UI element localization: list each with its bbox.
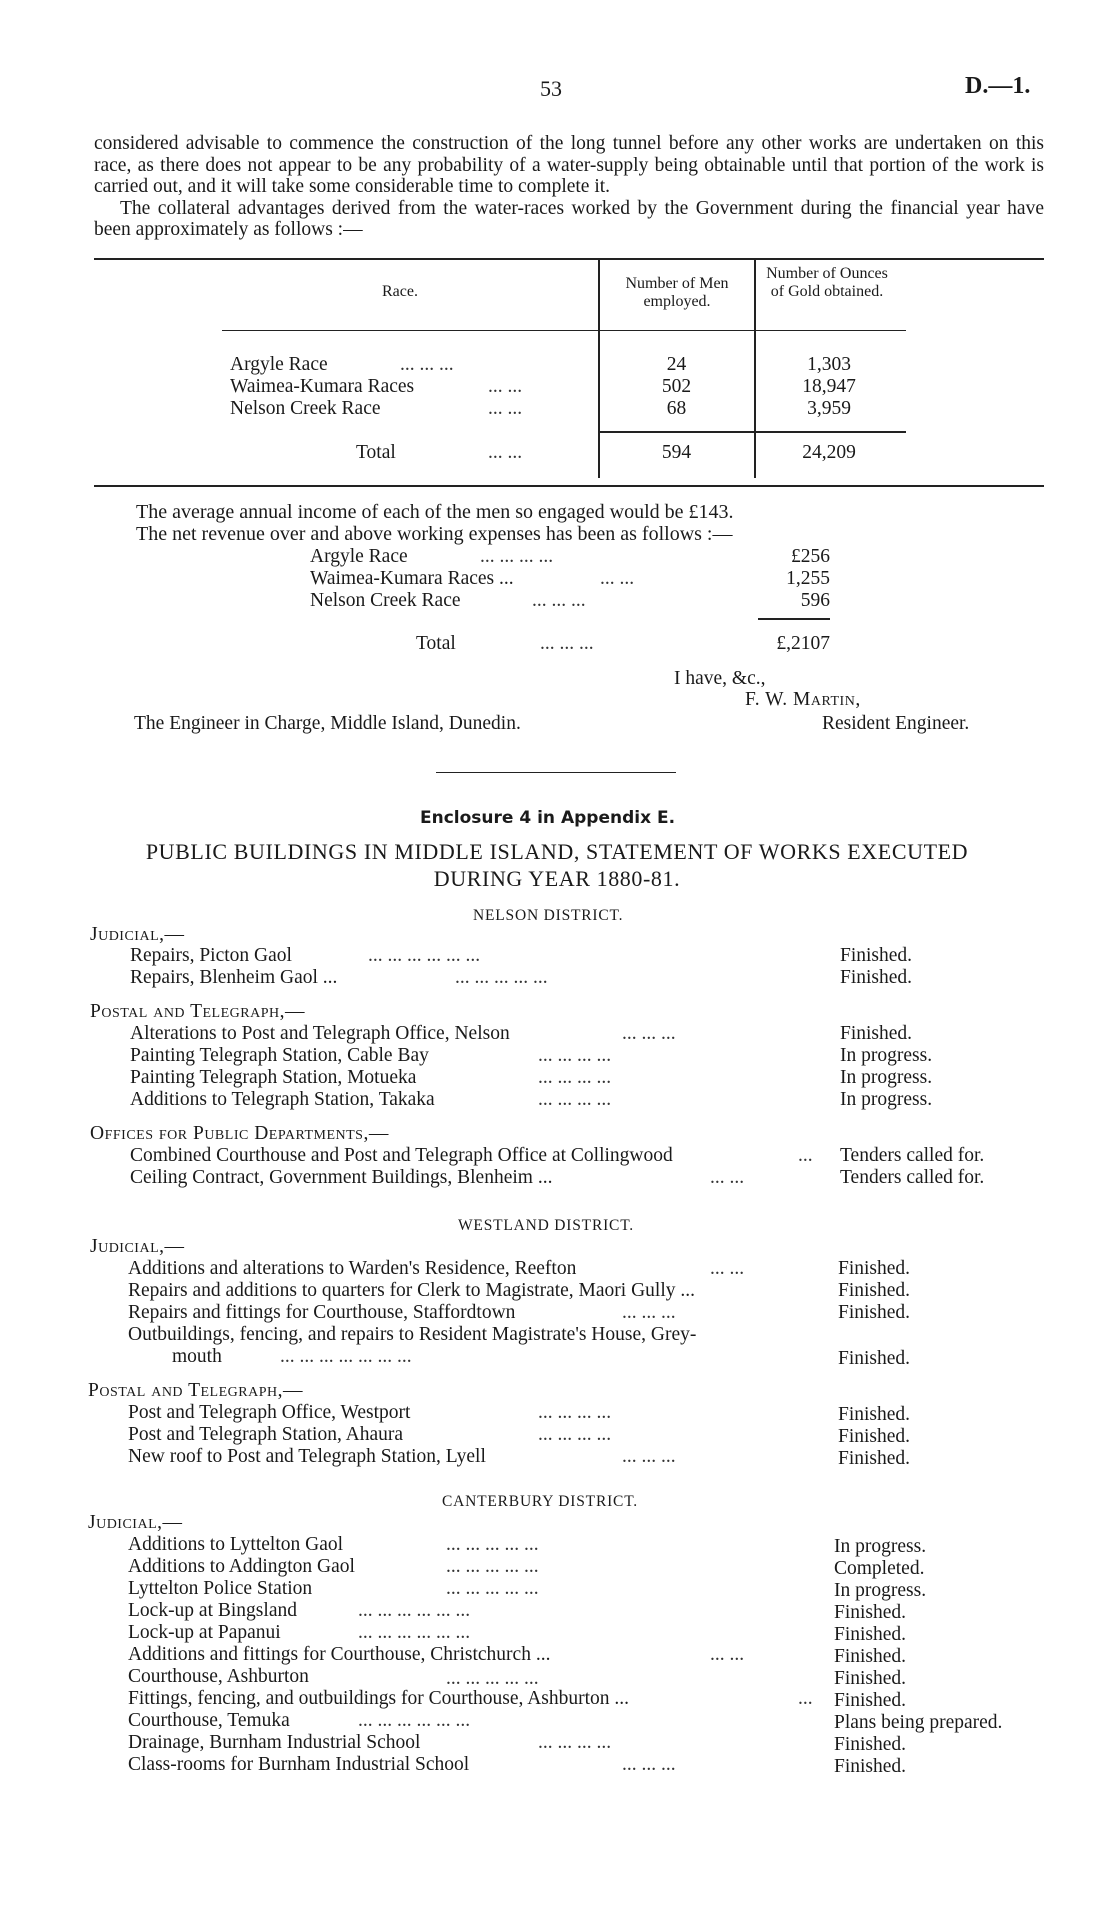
- item-status: Finished.: [834, 1756, 907, 1777]
- leader-dots: ... ... ... ...: [538, 1402, 612, 1423]
- item-status: Finished.: [838, 1348, 911, 1369]
- item-status: Finished.: [834, 1668, 907, 1689]
- intro-paragraph-2: The collateral advantages derived from the water-races worked by the Government during the financial year have been approximately as follows :—: [94, 197, 1044, 240]
- revenue-label: Waimea-Kumara Races ...: [310, 568, 514, 589]
- race-name: Nelson Creek Race: [230, 398, 381, 419]
- revenue-amount: 596: [800, 590, 830, 611]
- table-header-race: Race.: [382, 283, 418, 300]
- list-item: Lock-up at Papanui: [128, 1622, 281, 1643]
- section-divider: [436, 772, 676, 773]
- item-status: Completed.: [834, 1558, 925, 1579]
- item-status: Finished.: [840, 945, 913, 966]
- signatory-title: Resident Engineer.: [822, 713, 970, 734]
- list-item: Repairs, Picton Gaol: [130, 945, 292, 966]
- leader-dots: ... ... ... ... ...: [446, 1668, 539, 1689]
- district-heading-westland: WESTLAND DISTRICT.: [458, 1217, 634, 1234]
- table-header-men: Number of Men employed.: [625, 275, 729, 310]
- leader-dots: ... ... ...: [622, 1754, 676, 1775]
- leader-dots: ... ...: [600, 568, 635, 589]
- item-status: Finished.: [838, 1280, 911, 1301]
- list-item: Alterations to Post and Telegraph Office, Nelson: [130, 1023, 510, 1044]
- table-header-rule: [222, 330, 906, 331]
- item-status: In progress.: [834, 1536, 927, 1557]
- leader-dots: ...: [798, 1145, 813, 1166]
- page-title: [60, 838, 1054, 892]
- list-item: Courthouse, Temuka: [128, 1710, 290, 1731]
- table-bottom-rule: [94, 485, 1044, 487]
- list-item: Post and Telegraph Office, Westport: [128, 1402, 411, 1423]
- leader-dots: ... ... ...: [622, 1302, 676, 1323]
- leader-dots: ... ...: [710, 1167, 745, 1188]
- leader-dots: ... ... ... ... ...: [455, 967, 548, 988]
- leader-dots: ... ...: [488, 398, 523, 419]
- item-status: Plans being prepared.: [834, 1712, 1003, 1733]
- item-status: Finished.: [834, 1624, 907, 1645]
- addressee: The Engineer in Charge, Middle Island, Dunedin.: [134, 713, 521, 734]
- leader-dots: ... ...: [710, 1258, 745, 1279]
- list-item: Additions and fittings for Courthouse, Christchurch ...: [128, 1644, 551, 1665]
- item-status: Finished.: [840, 1023, 913, 1044]
- item-status: Finished.: [834, 1734, 907, 1755]
- list-item: Additions and alterations to Warden's Residence, Reefton: [128, 1258, 577, 1279]
- item-status: Finished.: [838, 1302, 911, 1323]
- ounces-value: 18,947: [802, 376, 856, 397]
- table-top-rule: [94, 258, 1044, 260]
- list-item: Post and Telegraph Station, Ahaura: [128, 1424, 404, 1445]
- revenue-total-amount: £,2107: [776, 633, 830, 654]
- enclosure-heading: Enclosure 4 in Appendix E.: [420, 808, 676, 828]
- table-header-ounces: Number of Ounces of Gold obtained.: [766, 265, 888, 300]
- list-item: Outbuildings, fencing, and repairs to Resident Magistrate's House, Grey-: [128, 1324, 697, 1345]
- leader-dots: ... ... ...: [540, 633, 594, 654]
- leader-dots: ... ... ... ... ...: [446, 1556, 539, 1577]
- category-heading: Offices for Public Departments,—: [90, 1123, 389, 1144]
- race-name: Argyle Race: [230, 354, 328, 375]
- leader-dots: ... ... ... ...: [538, 1424, 612, 1445]
- ounces-value: 1,303: [807, 354, 851, 375]
- revenue-total-label: Total: [416, 633, 456, 654]
- leader-dots: ...: [798, 1688, 813, 1709]
- list-item: Combined Courthouse and Post and Telegraph Office at Collingwood: [130, 1145, 673, 1166]
- average-income-line: The average annual income of each of the men so engaged would be £143.: [136, 501, 734, 523]
- leader-dots: ... ... ... ...: [538, 1089, 612, 1110]
- category-heading: Postal and Telegraph,—: [88, 1380, 303, 1401]
- race-name: Waimea-Kumara Races: [230, 376, 415, 397]
- men-total: 594: [661, 442, 692, 463]
- list-item: Class-rooms for Burnham Industrial School: [128, 1754, 470, 1775]
- net-revenue-line: The net revenue over and above working expenses has been as follows :—: [136, 523, 733, 545]
- leader-dots: ... ... ... ... ...: [446, 1534, 539, 1555]
- revenue-amount: £256: [791, 546, 830, 567]
- leader-dots: ... ... ... ... ... ...: [368, 945, 481, 966]
- leader-dots: ... ... ...: [622, 1446, 676, 1467]
- item-status: Tenders called for.: [840, 1167, 985, 1188]
- intro-text: [94, 133, 1044, 241]
- item-status: In progress.: [834, 1580, 927, 1601]
- leader-dots: ... ... ... ... ... ...: [358, 1710, 471, 1731]
- list-item: Drainage, Burnham Industrial School: [128, 1732, 421, 1753]
- item-status: In progress.: [840, 1067, 933, 1088]
- leader-dots: ... ... ... ...: [538, 1732, 612, 1753]
- list-item: Additions to Addington Gaol: [128, 1556, 355, 1577]
- list-item: New roof to Post and Telegraph Station, Lyell: [128, 1446, 486, 1467]
- revenue-total-rule: [758, 618, 830, 620]
- closing-line: I have, &c.,: [674, 668, 766, 689]
- list-item: mouth: [172, 1346, 222, 1367]
- district-heading-canterbury: CANTERBURY DISTRICT.: [442, 1493, 638, 1510]
- item-status: In progress.: [840, 1045, 933, 1066]
- men-value: 502: [661, 376, 692, 397]
- list-item: Additions to Telegraph Station, Takaka: [130, 1089, 435, 1110]
- list-item: Repairs and fittings for Courthouse, Staffordtown: [128, 1302, 516, 1323]
- total-rule: [600, 431, 906, 433]
- list-item: Fittings, fencing, and outbuildings for Courthouse, Ashburton ...: [128, 1688, 630, 1709]
- title-line-1: PUBLIC BUILDINGS IN MIDDLE ISLAND, STATEMENT OF WORKS EXECUTED: [145, 839, 969, 864]
- document-code: D.—1.: [965, 73, 1031, 99]
- ounces-value: 3,959: [807, 398, 851, 419]
- leader-dots: ... ... ... ...: [480, 546, 554, 567]
- leader-dots: ... ... ... ...: [538, 1045, 612, 1066]
- item-status: Finished.: [838, 1426, 911, 1447]
- signatory-name: F. W. Martin,: [745, 689, 861, 710]
- list-item: Additions to Lyttelton Gaol: [128, 1534, 344, 1555]
- leader-dots: ... ...: [488, 442, 523, 463]
- revenue-amount: 1,255: [786, 568, 830, 589]
- leader-dots: ... ... ...: [532, 590, 586, 611]
- leader-dots: ... ...: [710, 1644, 745, 1665]
- item-status: Finished.: [838, 1404, 911, 1425]
- list-item: Painting Telegraph Station, Cable Bay: [130, 1045, 429, 1066]
- list-item: Repairs, Blenheim Gaol ...: [130, 967, 338, 988]
- men-value: 68: [666, 398, 687, 419]
- leader-dots: ... ... ... ...: [538, 1067, 612, 1088]
- item-status: Finished.: [834, 1602, 907, 1623]
- list-item: Painting Telegraph Station, Motueka: [130, 1067, 417, 1088]
- category-heading: Judicial,—: [90, 1236, 185, 1257]
- leader-dots: ... ... ... ... ... ...: [358, 1622, 471, 1643]
- item-status: Finished.: [840, 967, 913, 988]
- category-heading: Judicial,—: [90, 924, 185, 945]
- district-heading-nelson: NELSON DISTRICT.: [473, 907, 624, 924]
- leader-dots: ... ...: [488, 376, 523, 397]
- list-item: Lyttelton Police Station: [128, 1578, 313, 1599]
- leader-dots: ... ... ...: [622, 1023, 676, 1044]
- item-status: In progress.: [840, 1089, 933, 1110]
- category-heading: Judicial,—: [88, 1512, 183, 1533]
- item-status: Finished.: [838, 1258, 911, 1279]
- item-status: Finished.: [834, 1690, 907, 1711]
- item-status: Tenders called for.: [840, 1145, 985, 1166]
- leader-dots: ... ... ... ... ... ... ...: [280, 1346, 412, 1367]
- item-status: Finished.: [834, 1646, 907, 1667]
- leader-dots: ... ... ... ... ... ...: [358, 1600, 471, 1621]
- item-status: Finished.: [838, 1448, 911, 1469]
- revenue-label: Nelson Creek Race: [310, 590, 461, 611]
- ounces-total: 24,209: [802, 442, 856, 463]
- revenue-label: Argyle Race: [310, 546, 408, 567]
- total-label: Total: [356, 442, 396, 463]
- men-value: 24: [666, 354, 687, 375]
- leader-dots: ... ... ... ... ...: [446, 1578, 539, 1599]
- list-item: Courthouse, Ashburton: [128, 1666, 309, 1687]
- list-item: Ceiling Contract, Government Buildings, Blenheim ...: [130, 1167, 553, 1188]
- leader-dots: ... ... ...: [400, 354, 454, 375]
- page-number: 53: [540, 76, 562, 101]
- category-heading: Postal and Telegraph,—: [90, 1001, 305, 1022]
- title-line-2: DURING YEAR 1880-81.: [433, 866, 681, 891]
- list-item: Repairs and additions to quarters for Clerk to Magistrate, Maori Gully ...: [128, 1280, 696, 1301]
- list-item: Lock-up at Bingsland: [128, 1600, 297, 1621]
- intro-paragraph-1: considered advisable to commence the construction of the long tunnel before any other works are undertaken on this race, as there does not appear to be any probability of a water-supply being obtainable until that portion of the work is carried out, and it will take some considerable time to complete it.: [94, 133, 1044, 197]
